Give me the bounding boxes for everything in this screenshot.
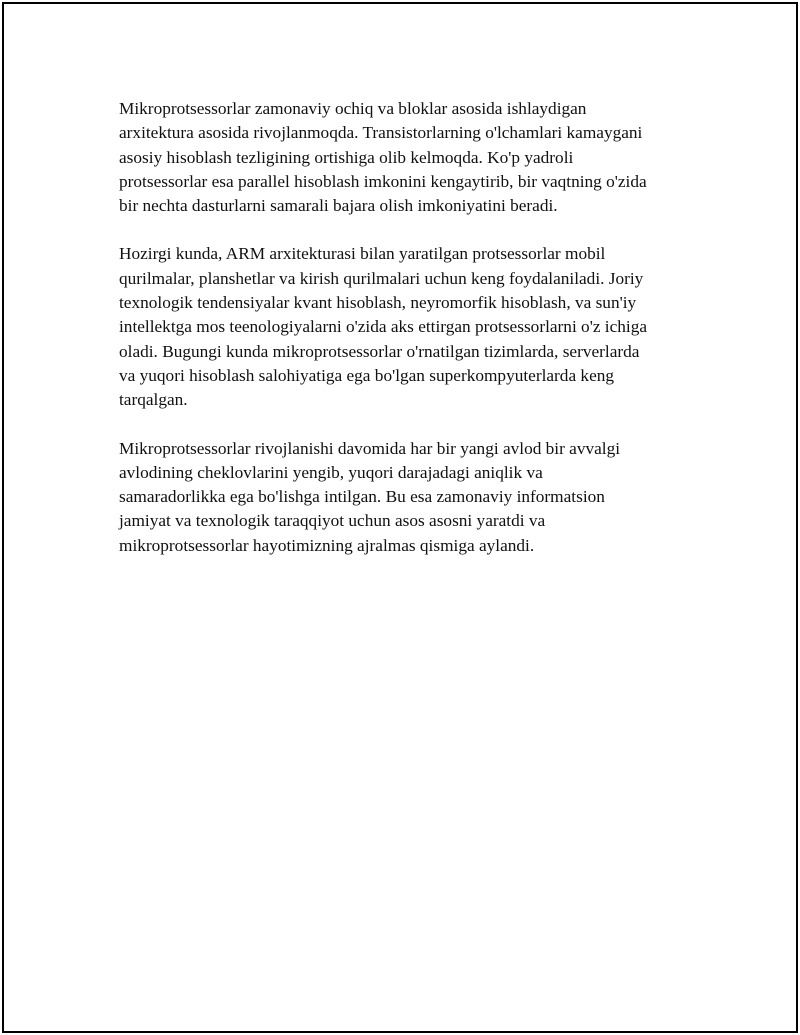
paragraph-1: Mikroprotsessorlar zamonaviy ochiq va bloklar asosida ishlaydigan arxitektura asosida rivojlanmoqda. Transistorlarning o'lchamlari kamaygani asosiy hisoblash tezligining ortishiga olib kelmoqda. Ko'p yadroli protsessorlar esa parallel hisoblash imkonini kengaytirib, bir vaqtning o'zida bir nechta dasturlarni samarali bajara olish imkoniyatini beradi. <box>119 99 647 216</box>
document-page <box>2 2 798 1033</box>
paragraph-2: Hozirgi kunda, ARM arxitekturasi bilan yaratilgan protsessorlar mobil qurilmalar, planshetlar va kirish qurilmalari uchun keng foydalaniladi. Joriy texnologik tendensiyalar kvant hisoblash, neyromorfik hisoblash, va sun'iy intellektga mos teenologiyalarni o'zida aks ettirgan protsessorlarni o'z ichiga oladi. Bugungi kunda mikroprotsessorlar o'rnatilgan tizimlarda, serverlarda va yuqori hisoblash salohiyatiga ega bo'lgan superkompyuterlarda keng tarqalgan. <box>119 244 648 410</box>
document-body <box>119 97 699 582</box>
paragraph-3: Mikroprotsessorlar rivojlanishi davomida har bir yangi avlod bir avvalgi avlodining cheklovlarini yengib, yuqori darajadagi aniqlik va samaradorlikka ega bo'lishga intilgan. Bu esa zamonaviy informatsion jamiyat va texnologik taraqqiyot uchun asos asosni yaratdi va mikroprotsessorlar hayotimizning ajralmas qismiga aylandi. <box>119 438 621 555</box>
